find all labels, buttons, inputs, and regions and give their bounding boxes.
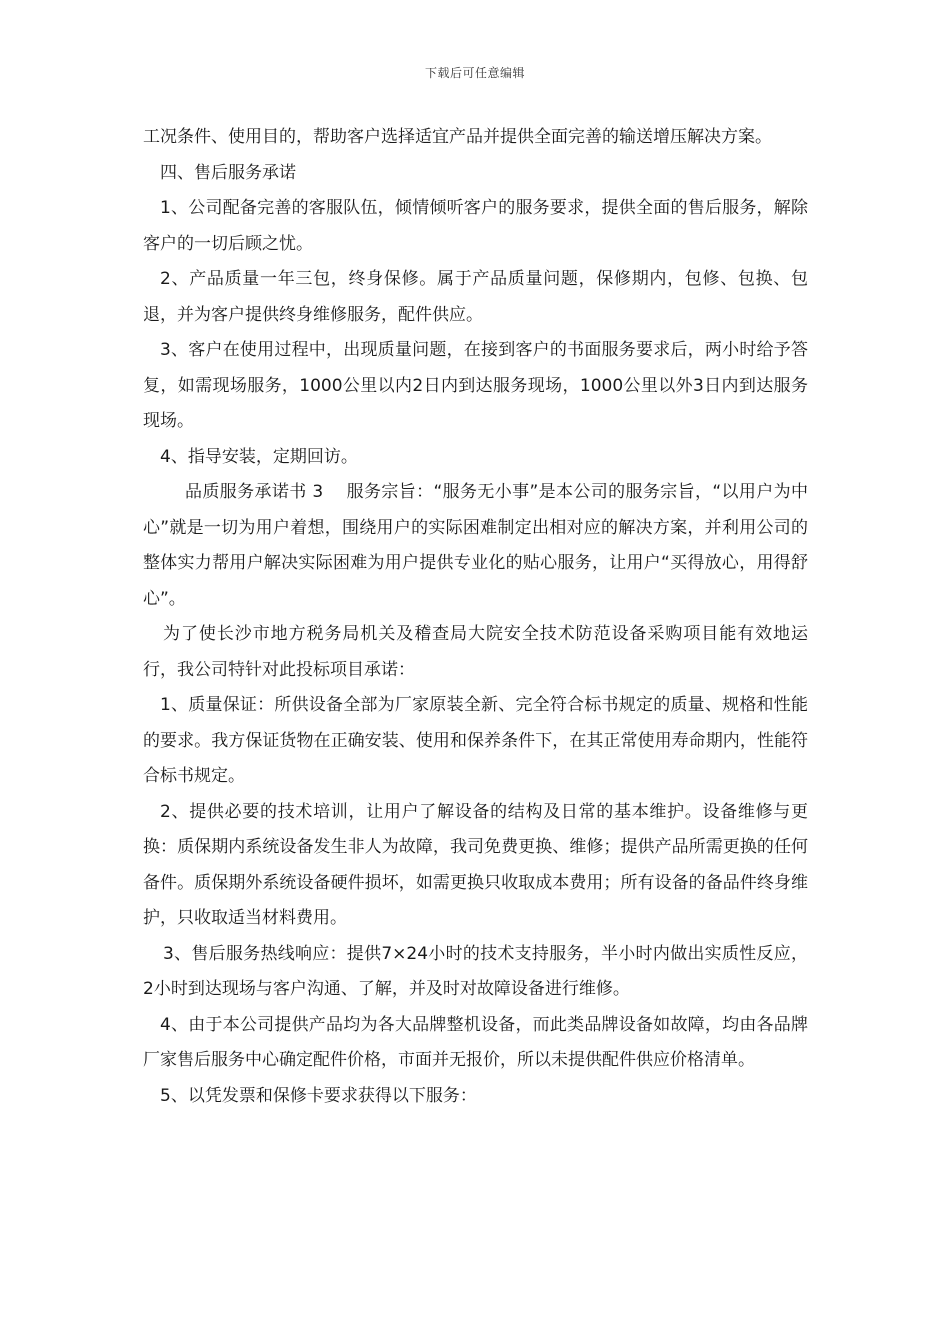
paragraph: 为了使长沙市地方税务局机关及稽查局大院安全技术防范设备采购项目能有效地运行，我公司特针对此投标项目承诺：	[143, 624, 808, 680]
paragraph: 3、客户在使用过程中，出现质量问题，在接到客户的书面服务要求后，两小时给予答复，如需现场服务，1000公里以内2日内到达服务现场，1000公里以外3日内到达服务现场。	[143, 340, 808, 431]
section-heading: 四、售后服务承诺	[160, 162, 296, 183]
paragraph: 品质服务承诺书 3 服务宗旨：“服务无小事”是本公司的服务宗旨，“以用户为中心”就是一切为用户着想，围绕用户的实际困难制定出相对应的解决方案，并利用公司的整体实力帮用户解决实际困难为用户提供专业化的贴心服务，让用户“买得放心，用得舒心”。	[143, 482, 808, 609]
paragraph: 4、由于本公司提供产品均为各大品牌整机设备，而此类品牌设备如故障，均由各品牌厂家售后服务中心确定配件价格，市面并无报价，所以未提供配件供应价格清单。	[143, 1014, 808, 1070]
paragraph: 1、质量保证：所供设备全部为厂家原装全新、完全符合标书规定的质量、规格和性能的要求。我方保证货物在正确安装、使用和保养条件下，在其正常使用寿命期内，性能符合标书规定。	[143, 695, 808, 786]
paragraph: 工况条件、使用目的，帮助客户选择适宜产品并提供全面完善的输送增压解决方案。	[143, 127, 772, 147]
paragraph: 5、以凭发票和保修卡要求获得以下服务：	[160, 1085, 477, 1106]
paragraph: 2、提供必要的技术培训，让用户了解设备的结构及日常的基本维护。设备维修与更换：质保期内系统设备发生非人为故障，我司免费更换、维修；提供产品所需更换的任何备件。质保期外系统设备硬件损坏，如需更换只收取成本费用；所有设备的备品件终身维护，只收取适当材料费用。	[143, 801, 808, 928]
paragraph: 2、产品质量一年三包，终身保修。属于产品质量问题，保修期内，包修、包换、包退，并为客户提供终身维修服务，配件供应。	[143, 269, 808, 325]
document-body	[143, 120, 808, 1114]
page-header: 下载后可任意编辑	[424, 66, 525, 80]
paragraph: 4、指导安装，定期回访。	[160, 446, 358, 467]
paragraph: 3、售后服务热线响应：提供7×24小时的技术支持服务，半小时内做出实质性反应，2小时到达现场与客户沟通、了解，并及时对故障设备进行维修。	[143, 943, 808, 999]
paragraph: 1、公司配备完善的客服队伍，倾情倾听客户的服务要求，提供全面的售后服务，解除客户的一切后顾之忧。	[143, 198, 808, 254]
